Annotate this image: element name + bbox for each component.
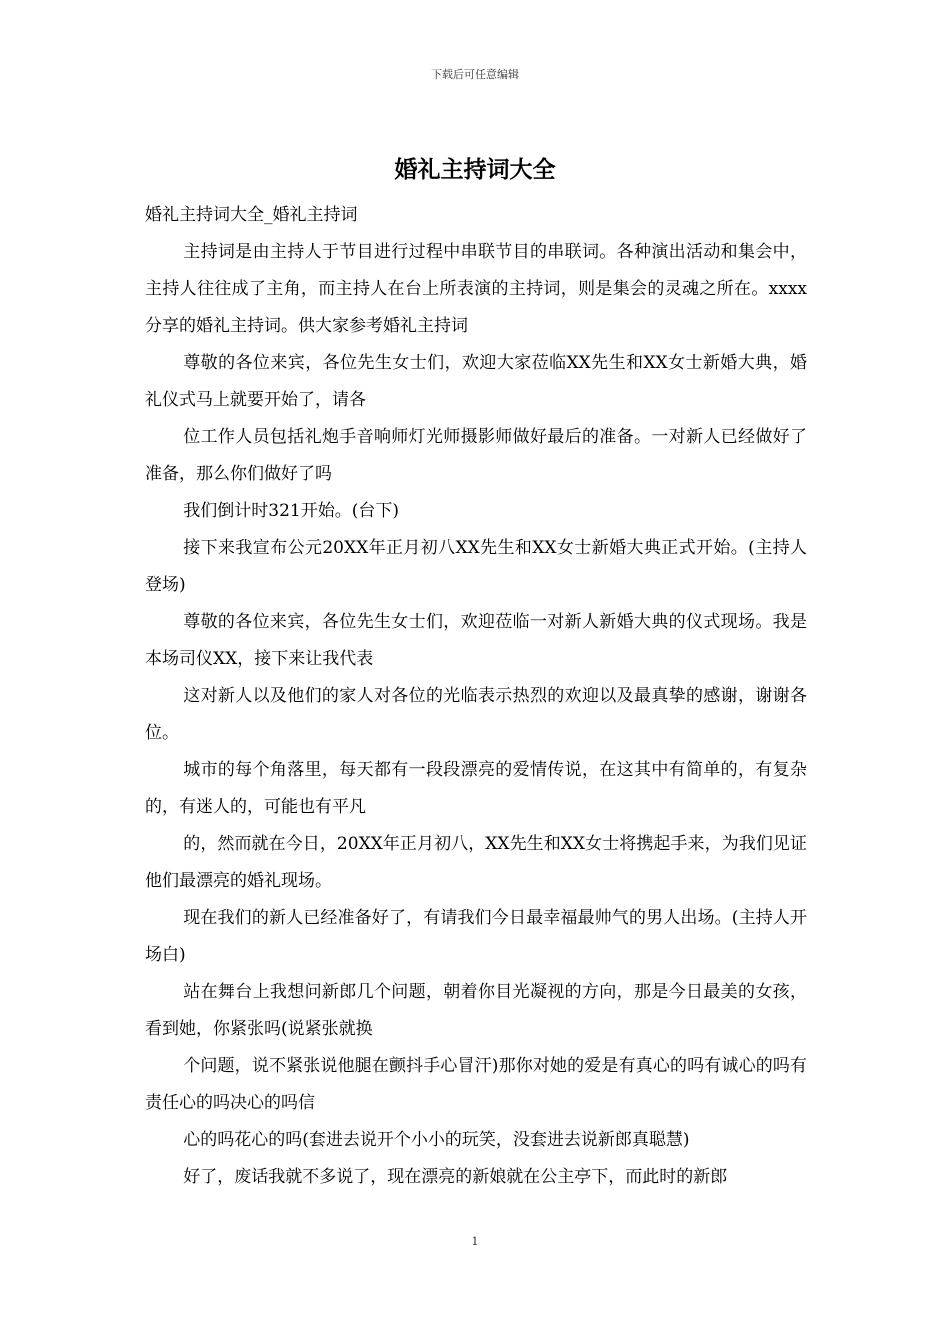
body-paragraph: 尊敬的各位来宾，各位先生女士们，欢迎莅临一对新人新婚大典的仪式现场。我是本场司仪XX，接下来让我代表 [145, 612, 807, 669]
body-paragraph: 好了，废话我就不多说了，现在漂亮的新娘就在公主亭下，而此时的新郎 [183, 1167, 728, 1187]
body-paragraph: 个问题，说不紧张说他腿在颤抖手心冒汗)那你对她的爱是有真心的吗有诚心的吗有责任心的吗决心的吗信 [145, 1056, 807, 1113]
body-paragraph: 城市的每个角落里，每天都有一段段漂亮的爱情传说，在这其中有简单的，有复杂的，有迷人的，可能也有平凡 [145, 760, 807, 817]
body-paragraph: 我们倒计时321开始。(台下) [183, 501, 399, 521]
body-paragraph: 站在舞台上我想问新郎几个问题，朝着你目光凝视的方向，那是今日最美的女孩，看到她，你紧张吗(说紧张就换 [145, 982, 807, 1039]
page-header-note: 下载后可任意编辑 [431, 68, 519, 81]
document-body [145, 197, 807, 1196]
document-subtitle: 婚礼主持词大全_婚礼主持词 [145, 205, 358, 225]
body-paragraph: 心的吗花心的吗(套进去说开个小小的玩笑，没套进去说新郎真聪慧) [183, 1130, 690, 1150]
body-paragraph: 现在我们的新人已经准备好了，有请我们今日最幸福最帅气的男人出场。(主持人开场白) [145, 908, 807, 965]
body-paragraph: 主持词是由主持人于节目进行过程中串联节目的串联词。各种演出活动和集会中，主持人往往成了主角，而主持人在台上所表演的主持词，则是集会的灵魂之所在。xxxx分享的婚礼主持词。供大家参考婚礼主持词 [145, 242, 807, 336]
body-paragraph: 这对新人以及他们的家人对各位的光临表示热烈的欢迎以及最真挚的感谢，谢谢各位。 [145, 686, 807, 743]
body-paragraph: 尊敬的各位来宾，各位先生女士们，欢迎大家莅临XX先生和XX女士新婚大典，婚礼仪式马上就要开始了，请各 [145, 353, 807, 410]
page-number: 1 [471, 1235, 479, 1248]
body-paragraph: 位工作人员包括礼炮手音响师灯光师摄影师做好最后的准备。一对新人已经做好了准备，那么你们做好了吗 [145, 427, 807, 484]
body-paragraph: 接下来我宣布公元20XX年正月初八XX先生和XX女士新婚大典正式开始。(主持人登场) [145, 538, 807, 595]
document-title: 婚礼主持词大全 [394, 156, 556, 183]
body-paragraph: 的，然而就在今日，20XX年正月初八，XX先生和XX女士将携起手来，为我们见证他们最漂亮的婚礼现场。 [145, 834, 807, 891]
